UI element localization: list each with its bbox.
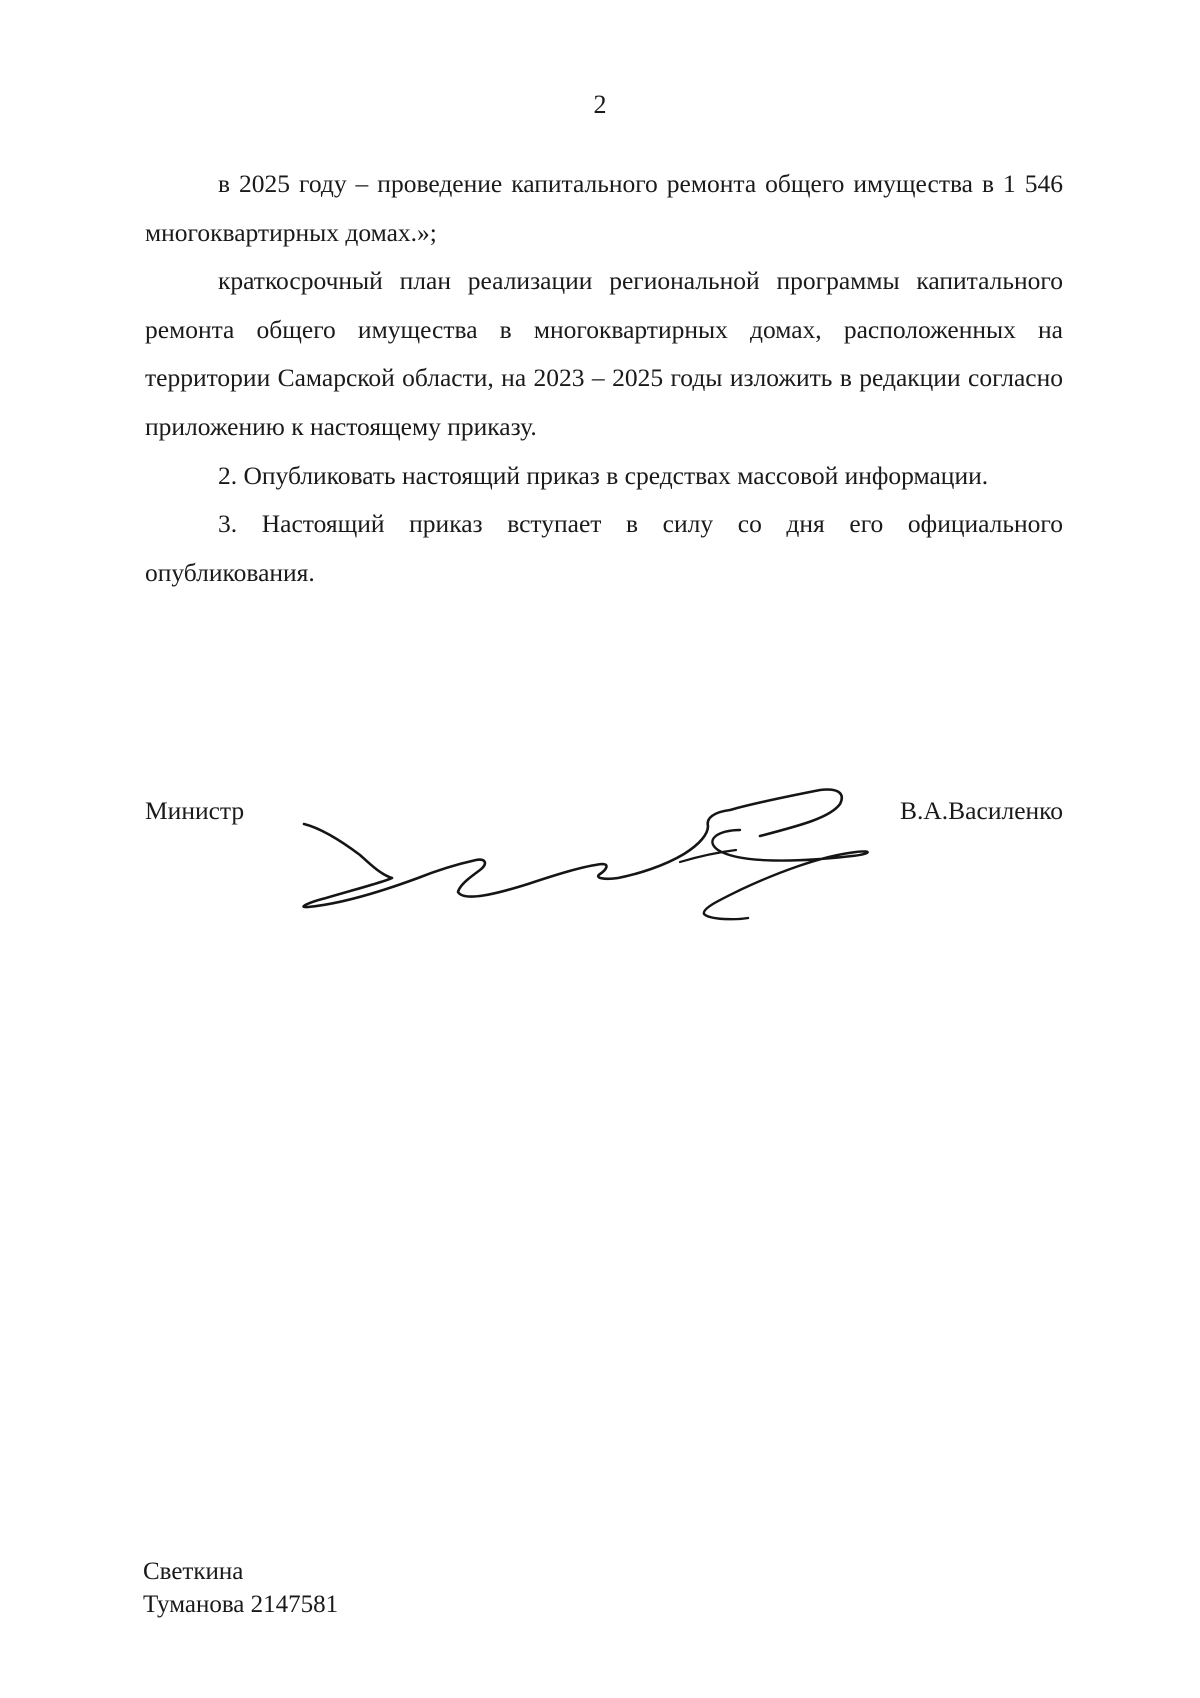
- handwritten-signature: [300, 770, 900, 930]
- paragraph-publish-order: 2. Опубликовать настоящий приказ в средствах массовой информации.: [218, 460, 989, 490]
- footer-executors: [143, 1555, 338, 1621]
- footer-executor-2: Туманова 2147581: [143, 1591, 339, 1618]
- signatory-position: Министр: [145, 796, 245, 825]
- page-number: 2: [593, 90, 607, 119]
- document-body: [145, 160, 1063, 597]
- signature-stroke-loop: [704, 830, 868, 919]
- signature-stroke-main: [303, 790, 841, 908]
- paragraph-short-term-plan: краткосрочный план реализации региональной программы капитального ремонта общего имущества в многоквартирных домах, расположенных на территории Самарской области, на 2023 – 2025 годы изложить в редакции согласно приложению к настоящему приказу.: [145, 266, 1063, 441]
- footer-executor-1: Светкина: [143, 1558, 244, 1585]
- paragraph-2025-repairs: в 2025 году – проведение капитального ремонта общего имущества в 1 546 многоквартирных домах.»;: [145, 169, 1063, 247]
- paragraph-effective-date: 3. Настоящий приказ вступает в силу со дня его официального опубликования.: [145, 509, 1063, 587]
- signatory-name: В.А.Василенко: [900, 796, 1063, 825]
